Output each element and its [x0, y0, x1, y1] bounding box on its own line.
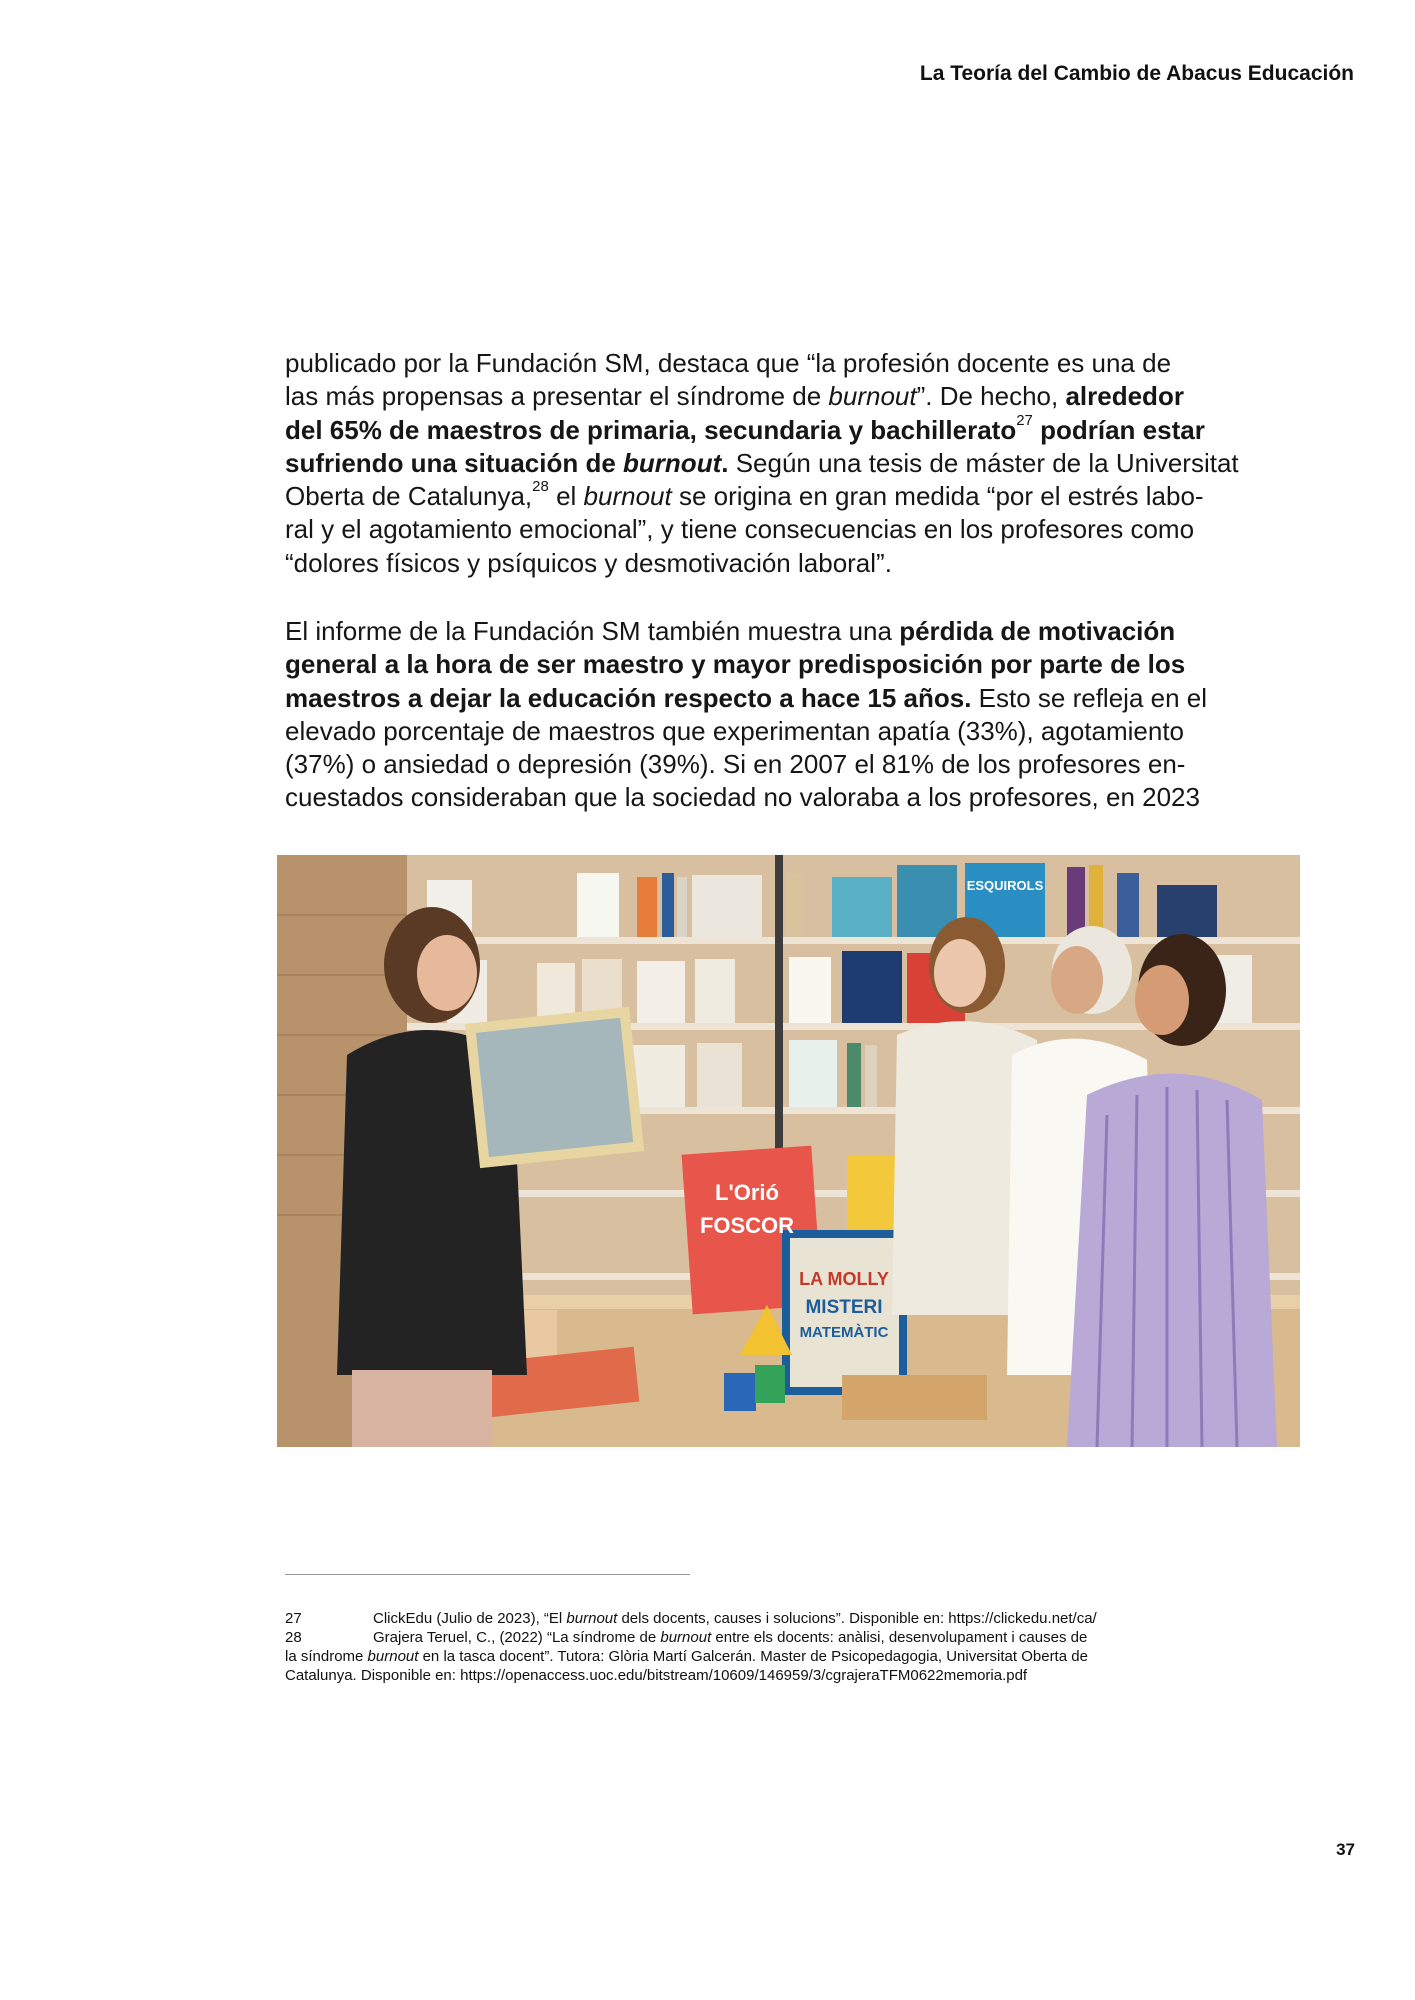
- text-line: El informe de la Fundación SM también muestra una pérdida de motivación: [285, 616, 1176, 646]
- photo-illustration: [277, 855, 1300, 1447]
- running-header: La Teoría del Cambio de Abacus Educación: [919, 62, 1354, 85]
- body-paragraph-1: [285, 347, 1305, 580]
- bookstore-photo: [277, 855, 1300, 1447]
- text-line: elevado porcentaje de maestros que experimentan apatía (33%), agotamiento: [285, 715, 1185, 746]
- text-line: “dolores físicos y psíquicos y desmotivación laboral”.: [285, 547, 892, 578]
- book-title: LA MOLLY: [799, 1269, 889, 1289]
- text-line: Oberta de Catalunya,$^{28}$ el burnout se origina en gran medida “por el estrés labo-: [285, 478, 1204, 512]
- book-subtitle: FOSCOR: [699, 1213, 795, 1238]
- text-line: cuestados consideraban que la sociedad no valoraba a los profesores, en 2023: [285, 782, 1200, 813]
- text-line: ral y el agotamiento emocional”, y tiene consecuencias en los profesores como: [285, 514, 1195, 545]
- text-line: (37%) o ansiedad o depresión (39%). Si en 2007 el 81% de los profesores en-: [285, 749, 1186, 780]
- footnote-28-continued: la síndrome burnout en la tasca docent”. Tutora: Glòria Martí Galcerán. Master de Psicopedagogia, Universitat Oberta de: [285, 1648, 1088, 1665]
- book-title: L'Orió: [715, 1180, 779, 1205]
- text-line: maestros a dejar la educación respecto a hace 15 años. Esto se refleja en el: [285, 682, 1208, 713]
- footnote-28: 28 Grajera Teruel, C., (2022) “La síndrome de burnout entre els docents: anàlisi, desenvolupament i causes de: [285, 1629, 1088, 1646]
- footnote-28-continued: Catalunya. Disponible en: https://openaccess.uoc.edu/bitstream/10609/146959/3/cgrajeraTFM0622memoria.pdf: [285, 1667, 1028, 1684]
- footnote-ref-27[interactable]: 27: [1016, 411, 1033, 429]
- page-number: 37: [1336, 1840, 1355, 1859]
- text-line: del 65% de maestros de primaria, secundaria y bachillerato$^{27}$ podrían estar: [285, 411, 1205, 445]
- text-line: sufriendo una situación de burnout. Según una tesis de máster de la Universitat: [285, 447, 1239, 478]
- shelf-book-title: ESQUIROLS: [966, 878, 1044, 893]
- footnote-ref-28[interactable]: 28: [532, 478, 549, 496]
- body-paragraph-2: [285, 615, 1305, 815]
- footnotes: [285, 1609, 1185, 1685]
- text-line: general a la hora de ser maestro y mayor predisposición por parte de los: [285, 649, 1186, 680]
- text-line: las más propensas a presentar el síndrome de burnout”. De hecho, alrededor: [285, 381, 1184, 412]
- text-line: publicado por la Fundación SM, destaca que “la profesión docente es una de: [285, 348, 1172, 378]
- book-subtitle: MISTERI: [805, 1297, 883, 1318]
- book-subtitle: MATEMÀTIC: [799, 1324, 889, 1341]
- footnote-divider: [285, 1574, 690, 1575]
- footnote-27: 27 ClickEdu (Julio de 2023), “El burnout dels docents, causes i solucions”. Disponible en: https://clickedu.net/ca/: [285, 1610, 1097, 1627]
